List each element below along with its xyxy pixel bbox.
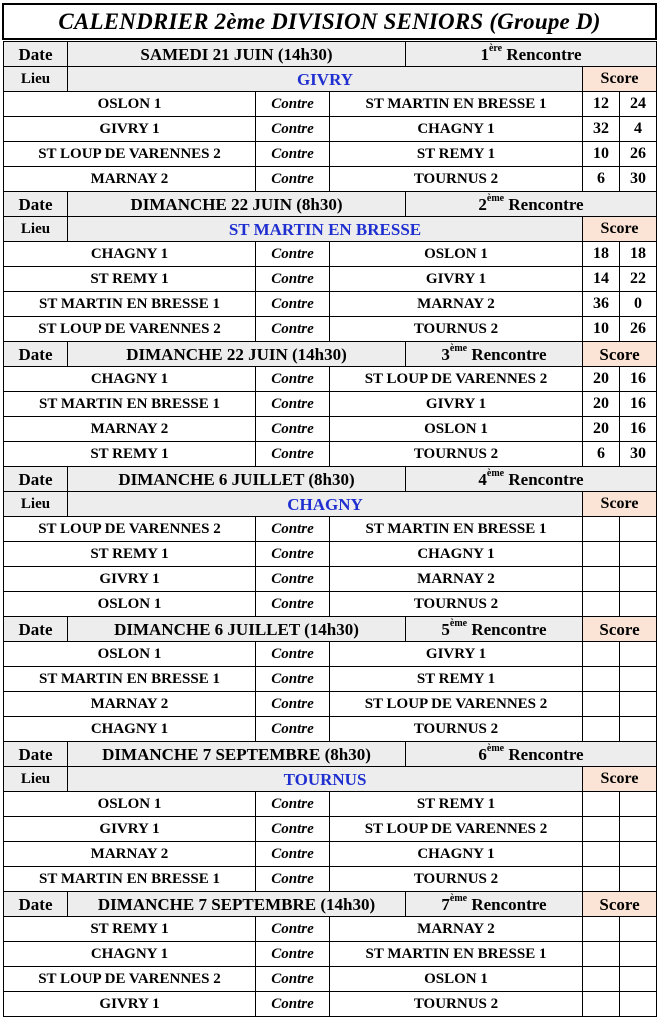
away-score: 24 <box>620 92 657 117</box>
away-team: ST LOUP DE VARENNES 2 <box>330 367 583 392</box>
away-team: ST MARTIN EN BRESSE 1 <box>330 92 583 117</box>
away-score <box>620 642 657 667</box>
home-team: MARNAY 2 <box>4 692 256 717</box>
match-row <box>4 542 657 567</box>
round-rank <box>406 892 583 917</box>
home-score: 12 <box>583 92 620 117</box>
round-rank-number: 2 <box>478 194 487 214</box>
home-score: 32 <box>583 117 620 142</box>
home-score <box>583 692 620 717</box>
versus-label: Contre <box>256 792 330 817</box>
versus-label: Contre <box>256 542 330 567</box>
round-date: DIMANCHE 22 JUIN (8h30) <box>68 192 406 217</box>
home-score <box>583 917 620 942</box>
away-score <box>620 992 657 1017</box>
away-score <box>620 942 657 967</box>
away-score <box>620 792 657 817</box>
match-row <box>4 917 657 942</box>
away-score <box>620 717 657 742</box>
round-rank-suffix: ème <box>486 467 505 479</box>
versus-label: Contre <box>256 867 330 892</box>
score-header: Score <box>583 492 657 517</box>
home-score: 10 <box>583 317 620 342</box>
home-team: OSLON 1 <box>4 792 256 817</box>
round-header-row <box>4 192 657 217</box>
away-score: 22 <box>620 267 657 292</box>
away-score <box>620 967 657 992</box>
away-team: ST MARTIN EN BRESSE 1 <box>330 942 583 967</box>
home-team: ST MARTIN EN BRESSE 1 <box>4 867 256 892</box>
away-score <box>620 867 657 892</box>
round-rank <box>406 467 657 492</box>
home-score: 20 <box>583 392 620 417</box>
round-rank-word: Rencontre <box>508 194 584 214</box>
round-rank-suffix: ème <box>486 742 505 754</box>
versus-label: Contre <box>256 567 330 592</box>
round-rank-suffix: ème <box>449 342 468 354</box>
round-rank-suffix: ème <box>486 192 505 204</box>
round-rank <box>406 342 583 367</box>
home-team: ST LOUP DE VARENNES 2 <box>4 967 256 992</box>
home-team: OSLON 1 <box>4 92 256 117</box>
away-team: ST LOUP DE VARENNES 2 <box>330 817 583 842</box>
match-row <box>4 167 657 192</box>
away-team: CHAGNY 1 <box>330 117 583 142</box>
score-header: Score <box>583 617 657 642</box>
round-rank-number: 5 <box>441 619 450 639</box>
home-team: CHAGNY 1 <box>4 367 256 392</box>
versus-label: Contre <box>256 992 330 1017</box>
round-rank <box>406 42 657 67</box>
home-score: 10 <box>583 142 620 167</box>
score-header: Score <box>583 892 657 917</box>
round-header-row <box>4 742 657 767</box>
home-team: MARNAY 2 <box>4 842 256 867</box>
home-team: ST REMY 1 <box>4 917 256 942</box>
round-date: DIMANCHE 22 JUIN (14h30) <box>68 342 406 367</box>
match-row <box>4 117 657 142</box>
round-rank <box>406 742 657 767</box>
away-score <box>620 917 657 942</box>
match-row <box>4 92 657 117</box>
round-rank-word: Rencontre <box>508 744 584 764</box>
home-team: OSLON 1 <box>4 642 256 667</box>
home-team: MARNAY 2 <box>4 167 256 192</box>
away-team: OSLON 1 <box>330 417 583 442</box>
away-team: GIVRY 1 <box>330 267 583 292</box>
away-team: TOURNUS 2 <box>330 867 583 892</box>
match-row <box>4 842 657 867</box>
away-score: 16 <box>620 417 657 442</box>
home-team: MARNAY 2 <box>4 417 256 442</box>
round-date: DIMANCHE 7 SEPTEMBRE (14h30) <box>68 892 406 917</box>
match-row <box>4 442 657 467</box>
away-team: TOURNUS 2 <box>330 167 583 192</box>
versus-label: Contre <box>256 367 330 392</box>
away-team: GIVRY 1 <box>330 642 583 667</box>
home-score <box>583 542 620 567</box>
home-team: ST LOUP DE VARENNES 2 <box>4 317 256 342</box>
away-score <box>620 542 657 567</box>
match-row <box>4 867 657 892</box>
match-row <box>4 142 657 167</box>
match-row <box>4 567 657 592</box>
round-rank-suffix: ème <box>449 617 468 629</box>
versus-label: Contre <box>256 167 330 192</box>
round-header-row <box>4 42 657 67</box>
home-score <box>583 592 620 617</box>
score-header: Score <box>583 342 657 367</box>
away-score: 16 <box>620 367 657 392</box>
match-row <box>4 267 657 292</box>
away-team: OSLON 1 <box>330 967 583 992</box>
venue-row <box>4 492 657 517</box>
venue-row <box>4 67 657 92</box>
score-header: Score <box>583 67 657 92</box>
away-score: 26 <box>620 317 657 342</box>
match-row <box>4 417 657 442</box>
round-rank-number: 1 <box>480 44 489 64</box>
round-rank-number: 3 <box>441 344 450 364</box>
versus-label: Contre <box>256 842 330 867</box>
match-row <box>4 992 657 1017</box>
home-team: ST REMY 1 <box>4 542 256 567</box>
versus-label: Contre <box>256 267 330 292</box>
home-team: CHAGNY 1 <box>4 717 256 742</box>
match-row <box>4 367 657 392</box>
match-row <box>4 642 657 667</box>
home-score: 14 <box>583 267 620 292</box>
venue-row <box>4 217 657 242</box>
round-date: DIMANCHE 7 SEPTEMBRE (8h30) <box>68 742 406 767</box>
versus-label: Contre <box>256 917 330 942</box>
round-date: DIMANCHE 6 JUILLET (14h30) <box>68 617 406 642</box>
date-label: Date <box>4 742 68 767</box>
versus-label: Contre <box>256 817 330 842</box>
home-score: 20 <box>583 367 620 392</box>
round-rank-word: Rencontre <box>506 44 582 64</box>
away-score <box>620 817 657 842</box>
versus-label: Contre <box>256 942 330 967</box>
away-score <box>620 567 657 592</box>
versus-label: Contre <box>256 317 330 342</box>
home-team: GIVRY 1 <box>4 567 256 592</box>
home-team: ST REMY 1 <box>4 442 256 467</box>
match-row <box>4 392 657 417</box>
round-rank-word: Rencontre <box>471 894 547 914</box>
match-row <box>4 967 657 992</box>
versus-label: Contre <box>256 92 330 117</box>
home-team: GIVRY 1 <box>4 117 256 142</box>
match-row <box>4 592 657 617</box>
versus-label: Contre <box>256 142 330 167</box>
home-score <box>583 842 620 867</box>
match-row <box>4 942 657 967</box>
away-team: TOURNUS 2 <box>330 992 583 1017</box>
venue-label: Lieu <box>4 217 68 242</box>
away-team: ST REMY 1 <box>330 667 583 692</box>
home-team: ST MARTIN EN BRESSE 1 <box>4 392 256 417</box>
round-rank-word: Rencontre <box>471 344 547 364</box>
away-team: ST LOUP DE VARENNES 2 <box>330 692 583 717</box>
home-team: ST MARTIN EN BRESSE 1 <box>4 667 256 692</box>
away-score: 18 <box>620 242 657 267</box>
round-rank-number: 7 <box>441 894 450 914</box>
away-team: MARNAY 2 <box>330 567 583 592</box>
home-score: 36 <box>583 292 620 317</box>
versus-label: Contre <box>256 967 330 992</box>
round-header-row <box>4 892 657 917</box>
versus-label: Contre <box>256 642 330 667</box>
away-team: OSLON 1 <box>330 242 583 267</box>
round-header-row <box>4 342 657 367</box>
away-team: TOURNUS 2 <box>330 592 583 617</box>
round-rank-number: 4 <box>478 469 487 489</box>
home-score <box>583 967 620 992</box>
match-row <box>4 242 657 267</box>
schedule-table <box>3 41 657 1017</box>
home-score <box>583 792 620 817</box>
round-rank <box>406 192 657 217</box>
venue-name: ST MARTIN EN BRESSE <box>68 217 583 242</box>
away-team: MARNAY 2 <box>330 917 583 942</box>
away-score: 30 <box>620 167 657 192</box>
round-rank <box>406 617 583 642</box>
score-header: Score <box>583 217 657 242</box>
round-rank-word: Rencontre <box>471 619 547 639</box>
round-date: DIMANCHE 6 JUILLET (8h30) <box>68 467 406 492</box>
away-team: GIVRY 1 <box>330 392 583 417</box>
venue-name: GIVRY <box>68 67 583 92</box>
page-title: CALENDRIER 2ème DIVISION SENIORS (Groupe D) <box>2 3 657 40</box>
home-score <box>583 567 620 592</box>
versus-label: Contre <box>256 242 330 267</box>
away-score <box>620 517 657 542</box>
away-team: MARNAY 2 <box>330 292 583 317</box>
away-team: ST REMY 1 <box>330 142 583 167</box>
away-team: CHAGNY 1 <box>330 542 583 567</box>
home-score <box>583 517 620 542</box>
venue-name: CHAGNY <box>68 492 583 517</box>
match-row <box>4 292 657 317</box>
date-label: Date <box>4 342 68 367</box>
versus-label: Contre <box>256 392 330 417</box>
home-score: 6 <box>583 442 620 467</box>
away-score: 0 <box>620 292 657 317</box>
away-score: 16 <box>620 392 657 417</box>
versus-label: Contre <box>256 117 330 142</box>
match-row <box>4 817 657 842</box>
home-score <box>583 942 620 967</box>
match-row <box>4 517 657 542</box>
round-rank-suffix: ème <box>449 892 468 904</box>
away-team: ST REMY 1 <box>330 792 583 817</box>
versus-label: Contre <box>256 692 330 717</box>
away-team: TOURNUS 2 <box>330 717 583 742</box>
away-team: CHAGNY 1 <box>330 842 583 867</box>
round-date: SAMEDI 21 JUIN (14h30) <box>68 42 406 67</box>
home-score <box>583 817 620 842</box>
away-score: 30 <box>620 442 657 467</box>
match-row <box>4 692 657 717</box>
date-label: Date <box>4 892 68 917</box>
round-rank-suffix: ère <box>488 42 503 54</box>
venue-row <box>4 767 657 792</box>
venue-label: Lieu <box>4 492 68 517</box>
versus-label: Contre <box>256 417 330 442</box>
date-label: Date <box>4 617 68 642</box>
versus-label: Contre <box>256 517 330 542</box>
home-score: 20 <box>583 417 620 442</box>
home-team: GIVRY 1 <box>4 992 256 1017</box>
venue-name: TOURNUS <box>68 767 583 792</box>
round-header-row <box>4 467 657 492</box>
away-team: ST MARTIN EN BRESSE 1 <box>330 517 583 542</box>
home-team: CHAGNY 1 <box>4 942 256 967</box>
round-rank-word: Rencontre <box>508 469 584 489</box>
date-label: Date <box>4 192 68 217</box>
away-score <box>620 667 657 692</box>
home-team: ST LOUP DE VARENNES 2 <box>4 517 256 542</box>
match-row <box>4 717 657 742</box>
home-score: 18 <box>583 242 620 267</box>
round-rank-number: 6 <box>478 744 487 764</box>
versus-label: Contre <box>256 292 330 317</box>
home-team: GIVRY 1 <box>4 817 256 842</box>
versus-label: Contre <box>256 667 330 692</box>
home-score <box>583 642 620 667</box>
home-team: CHAGNY 1 <box>4 242 256 267</box>
match-row <box>4 792 657 817</box>
home-score <box>583 667 620 692</box>
date-label: Date <box>4 467 68 492</box>
away-score <box>620 692 657 717</box>
match-row <box>4 317 657 342</box>
away-score: 26 <box>620 142 657 167</box>
home-score <box>583 867 620 892</box>
home-team: ST REMY 1 <box>4 267 256 292</box>
versus-label: Contre <box>256 717 330 742</box>
home-score <box>583 992 620 1017</box>
away-team: TOURNUS 2 <box>330 317 583 342</box>
away-score <box>620 592 657 617</box>
home-score: 6 <box>583 167 620 192</box>
score-header: Score <box>583 767 657 792</box>
home-team: ST LOUP DE VARENNES 2 <box>4 142 256 167</box>
venue-label: Lieu <box>4 767 68 792</box>
home-team: OSLON 1 <box>4 592 256 617</box>
away-score <box>620 842 657 867</box>
date-label: Date <box>4 42 68 67</box>
away-score: 4 <box>620 117 657 142</box>
away-team: TOURNUS 2 <box>330 442 583 467</box>
versus-label: Contre <box>256 592 330 617</box>
match-row <box>4 667 657 692</box>
home-team: ST MARTIN EN BRESSE 1 <box>4 292 256 317</box>
versus-label: Contre <box>256 442 330 467</box>
round-header-row <box>4 617 657 642</box>
venue-label: Lieu <box>4 67 68 92</box>
home-score <box>583 717 620 742</box>
